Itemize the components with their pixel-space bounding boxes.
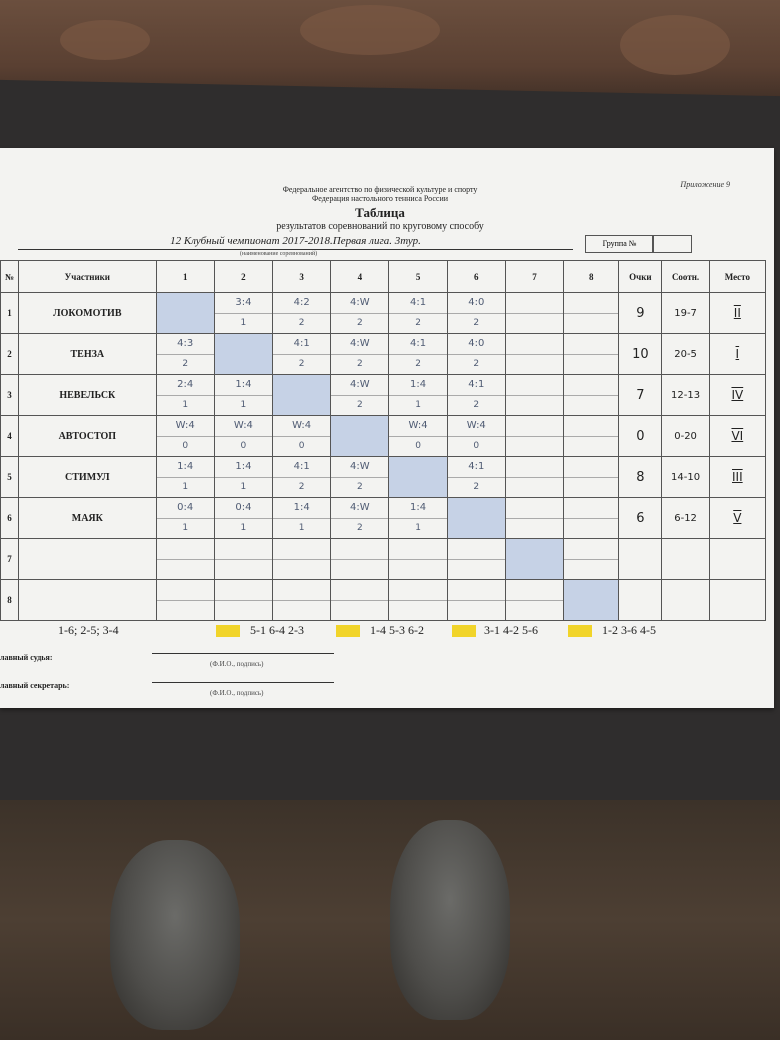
match-points — [215, 560, 272, 579]
team-points — [619, 580, 662, 621]
team-ratio: 14-10 — [662, 457, 709, 498]
judge-signature-line — [152, 653, 334, 654]
diagonal-cell — [447, 498, 505, 539]
match-points: 1 — [415, 523, 421, 533]
highlight-marker — [216, 625, 240, 637]
round-3: 1-4 5-3 6-2 — [370, 623, 424, 637]
match-cell — [214, 498, 272, 539]
row-number: 7 — [1, 539, 19, 580]
row-number: 5 — [1, 457, 19, 498]
place-value: V — [733, 510, 742, 525]
match-points: 0 — [182, 441, 189, 451]
row-number: 3 — [1, 375, 19, 416]
match-score: 4:0 — [448, 293, 505, 314]
match-score: 1:4 — [215, 375, 272, 396]
match-score: 4:1 — [273, 457, 330, 478]
match-cell — [447, 457, 505, 498]
table-row — [1, 457, 766, 498]
match-cell — [273, 416, 331, 457]
secretary-label: лавный секретарь: — [0, 681, 70, 690]
match-points — [215, 601, 272, 620]
match-cell — [505, 457, 563, 498]
secretary-signature-line — [152, 682, 334, 683]
results-sheet — [0, 148, 774, 708]
match-cell — [389, 375, 447, 416]
place-value: VI — [731, 428, 744, 443]
match-cell — [214, 539, 272, 580]
match-cell — [505, 293, 563, 334]
match-score — [157, 580, 214, 601]
match-points — [331, 560, 388, 579]
team-name: ТЕНЗА — [19, 334, 157, 375]
match-score: 4:W — [331, 375, 388, 396]
match-points — [506, 396, 563, 415]
match-cell — [564, 539, 619, 580]
match-score — [506, 457, 563, 478]
diagonal-cell — [505, 539, 563, 580]
team-points: 10 — [619, 334, 662, 375]
match-score — [389, 539, 446, 560]
match-cell — [505, 580, 563, 621]
match-score: W:4 — [448, 416, 505, 437]
match-points: 0 — [415, 441, 421, 451]
match-points: 2 — [356, 359, 363, 369]
match-points: 2 — [356, 482, 363, 492]
match-points — [564, 478, 618, 497]
diagonal-cell — [389, 457, 447, 498]
match-points — [157, 601, 214, 620]
row-number: 2 — [1, 334, 19, 375]
team-ratio: 12-13 — [662, 375, 709, 416]
match-score — [506, 334, 563, 355]
match-cell — [214, 580, 272, 621]
diagonal-cell — [156, 293, 214, 334]
match-points: 2 — [473, 318, 480, 328]
match-cell — [505, 416, 563, 457]
diagonal-cell — [331, 416, 389, 457]
match-points — [564, 437, 618, 456]
team-place — [709, 334, 765, 375]
match-points: 1 — [182, 482, 189, 492]
team-ratio: 20-5 — [662, 334, 709, 375]
team-name: ЛОКОМОТИВ — [19, 293, 157, 334]
sheet-subtitle: результатов соревнований по круговому способу — [276, 221, 484, 232]
secretary-note: (Ф.И.О., подпись) — [210, 689, 264, 697]
match-cell — [389, 539, 447, 580]
match-points: 2 — [298, 482, 305, 492]
match-points — [506, 519, 563, 538]
match-points — [506, 355, 563, 374]
col-ratio: Соотн. — [662, 261, 709, 293]
match-cell — [505, 375, 563, 416]
table-row — [1, 539, 766, 580]
match-cell — [331, 375, 389, 416]
match-score: 3:4 — [215, 293, 272, 314]
table-row — [1, 498, 766, 539]
match-cell — [273, 334, 331, 375]
row-number: 1 — [1, 293, 19, 334]
table-row — [1, 375, 766, 416]
match-cell — [564, 293, 619, 334]
match-score: 4:2 — [273, 293, 330, 314]
team-name — [19, 539, 157, 580]
match-score: 4:W — [331, 457, 388, 478]
match-points — [273, 601, 330, 620]
match-cell — [389, 334, 447, 375]
team-points: 7 — [619, 375, 662, 416]
match-points — [564, 355, 618, 374]
match-points — [157, 560, 214, 579]
match-cell — [505, 498, 563, 539]
federation-line: Федерация настольного тенниса России — [311, 194, 449, 203]
match-cell — [156, 416, 214, 457]
match-score: 4:W — [331, 293, 388, 314]
match-score — [331, 539, 388, 560]
match-points — [564, 314, 618, 333]
match-points: 2 — [182, 359, 189, 369]
diagonal-cell — [564, 580, 619, 621]
match-points — [506, 314, 563, 333]
team-name: СТИМУЛ — [19, 457, 157, 498]
team-place — [709, 375, 765, 416]
group-label: Группа № — [585, 235, 654, 253]
match-score — [564, 457, 618, 478]
sheet-title: Таблица — [355, 205, 405, 220]
group-number-box — [652, 235, 692, 253]
match-score — [389, 580, 446, 601]
row-number: 4 — [1, 416, 19, 457]
highlight-marker — [336, 625, 360, 637]
match-score — [157, 539, 214, 560]
team-place — [709, 498, 765, 539]
match-points — [506, 478, 563, 497]
match-score: W:4 — [273, 416, 330, 437]
header-row — [1, 261, 766, 293]
match-cell — [156, 580, 214, 621]
match-points: 2 — [356, 318, 363, 328]
match-cell — [214, 293, 272, 334]
col-points: Очки — [619, 261, 662, 293]
match-cell — [156, 457, 214, 498]
match-cell — [273, 539, 331, 580]
match-score — [215, 539, 272, 560]
match-score: 4:0 — [448, 334, 505, 355]
place-value: II — [733, 305, 741, 320]
match-score: 4:1 — [448, 457, 505, 478]
col-3: 3 — [273, 261, 331, 293]
match-score: 4:1 — [273, 334, 330, 355]
match-score: 4:1 — [448, 375, 505, 396]
match-score — [331, 580, 388, 601]
match-points: 2 — [356, 400, 363, 410]
match-points — [389, 560, 446, 579]
match-points: 0 — [473, 441, 480, 451]
competition-name: 12 Клубный чемпионат 2017-2018.Первая лига. 3тур. — [18, 235, 573, 250]
team-ratio: 6-12 — [662, 498, 709, 539]
round-4: 3-1 4-2 5-6 — [484, 623, 538, 637]
row-number: 8 — [1, 580, 19, 621]
round-1: 1-6; 2-5; 3-4 — [58, 623, 119, 637]
match-score — [273, 539, 330, 560]
match-cell — [331, 457, 389, 498]
team-place — [709, 416, 765, 457]
team-place — [709, 457, 765, 498]
match-cell — [156, 334, 214, 375]
table-row — [1, 416, 766, 457]
match-score — [564, 498, 618, 519]
agency-line: Федеральное агентство по физической культуре и спорту — [282, 185, 478, 194]
match-score — [448, 580, 505, 601]
match-points: 1 — [240, 400, 247, 410]
col-5: 5 — [389, 261, 447, 293]
match-points: 1 — [240, 482, 247, 492]
col-6: 6 — [447, 261, 505, 293]
match-cell — [447, 293, 505, 334]
match-score — [564, 334, 618, 355]
match-score — [564, 539, 618, 560]
team-place — [709, 580, 765, 621]
match-cell — [156, 539, 214, 580]
match-score: 1:4 — [157, 457, 214, 478]
match-cell — [331, 498, 389, 539]
match-cell — [331, 580, 389, 621]
diagonal-cell — [214, 334, 272, 375]
match-cell — [447, 580, 505, 621]
team-points: 0 — [619, 416, 662, 457]
table-row — [1, 293, 766, 334]
match-score — [506, 375, 563, 396]
match-cell — [564, 416, 619, 457]
col-2: 2 — [214, 261, 272, 293]
match-cell — [156, 375, 214, 416]
match-cell — [447, 416, 505, 457]
team-ratio: 19-7 — [662, 293, 709, 334]
col-1: 1 — [156, 261, 214, 293]
match-points: 1 — [240, 318, 247, 328]
match-cell — [273, 498, 331, 539]
match-cell — [331, 293, 389, 334]
match-cell — [564, 334, 619, 375]
match-score — [506, 416, 563, 437]
match-cell — [214, 375, 272, 416]
match-cell — [564, 375, 619, 416]
match-score: W:4 — [215, 416, 272, 437]
match-score: W:4 — [157, 416, 214, 437]
match-score — [564, 416, 618, 437]
match-score: 1:4 — [273, 498, 330, 519]
match-points — [389, 601, 446, 620]
match-cell — [331, 539, 389, 580]
match-cell — [447, 539, 505, 580]
place-value: IV — [731, 387, 744, 402]
match-cell — [273, 293, 331, 334]
match-score: 1:4 — [389, 375, 446, 396]
match-cell — [331, 334, 389, 375]
match-points — [506, 601, 563, 620]
match-cell — [214, 416, 272, 457]
match-score: 4:1 — [389, 334, 446, 355]
match-cell — [564, 457, 619, 498]
match-points — [564, 519, 618, 538]
team-place — [709, 293, 765, 334]
col-no: № — [1, 261, 19, 293]
team-ratio — [662, 580, 709, 621]
match-cell — [389, 498, 447, 539]
floor — [0, 800, 780, 1040]
match-score: 0:4 — [215, 498, 272, 519]
match-score: W:4 — [389, 416, 446, 437]
match-points — [506, 437, 563, 456]
place-value: I — [735, 346, 740, 361]
judge-label: лавный судья: — [0, 653, 53, 662]
match-points: 1 — [182, 523, 189, 533]
match-score — [564, 293, 618, 314]
match-cell — [389, 580, 447, 621]
match-cell — [447, 334, 505, 375]
diagonal-cell — [273, 375, 331, 416]
match-points: 2 — [473, 400, 480, 410]
match-score — [564, 375, 618, 396]
match-score: 1:4 — [389, 498, 446, 519]
col-4: 4 — [331, 261, 389, 293]
team-points — [619, 539, 662, 580]
match-score: 1:4 — [215, 457, 272, 478]
round-schedule — [0, 620, 774, 640]
match-cell — [389, 293, 447, 334]
match-score: 4:1 — [389, 293, 446, 314]
match-cell — [447, 375, 505, 416]
table-row — [1, 334, 766, 375]
match-points: 2 — [356, 523, 363, 533]
round-2: 5-1 6-4 2-3 — [250, 623, 304, 637]
match-points: 2 — [298, 318, 305, 328]
match-cell — [389, 416, 447, 457]
team-ratio: 0-20 — [662, 416, 709, 457]
col-7: 7 — [505, 261, 563, 293]
match-score: 2:4 — [157, 375, 214, 396]
match-cell — [564, 498, 619, 539]
match-cell — [505, 334, 563, 375]
match-points — [448, 560, 505, 579]
match-points: 1 — [240, 523, 247, 533]
highlight-marker — [568, 625, 592, 637]
match-cell — [214, 457, 272, 498]
match-points: 0 — [298, 441, 305, 451]
highlight-marker — [452, 625, 476, 637]
row-number: 6 — [1, 498, 19, 539]
col-8: 8 — [564, 261, 619, 293]
match-points: 2 — [473, 359, 480, 369]
match-points: 1 — [415, 400, 421, 410]
match-points — [448, 601, 505, 620]
match-score — [506, 498, 563, 519]
team-ratio — [662, 539, 709, 580]
team-points: 8 — [619, 457, 662, 498]
judge-note: (Ф.И.О., подпись) — [210, 660, 264, 668]
appendix-label: Приложение 9 — [680, 180, 730, 189]
col-place: Место — [709, 261, 765, 293]
match-score — [448, 539, 505, 560]
match-score — [215, 580, 272, 601]
competition-note: (наименование соревнований) — [240, 251, 318, 257]
team-name: НЕВЕЛЬСК — [19, 375, 157, 416]
match-score: 4:W — [331, 334, 388, 355]
match-points: 2 — [415, 359, 421, 369]
match-points — [331, 601, 388, 620]
round-5: 1-2 3-6 4-5 — [602, 623, 656, 637]
place-value: III — [732, 469, 743, 484]
match-score — [506, 293, 563, 314]
team-place — [709, 539, 765, 580]
match-cell — [273, 457, 331, 498]
match-points — [273, 560, 330, 579]
match-points: 0 — [240, 441, 247, 451]
match-points: 1 — [182, 400, 189, 410]
match-score: 4:W — [331, 498, 388, 519]
team-name: МАЯК — [19, 498, 157, 539]
team-name — [19, 580, 157, 621]
match-points: 1 — [298, 523, 305, 533]
match-points: 2 — [415, 318, 421, 328]
col-participants: Участники — [19, 261, 157, 293]
team-points: 6 — [619, 498, 662, 539]
match-points: 2 — [473, 482, 480, 492]
team-points: 9 — [619, 293, 662, 334]
match-cell — [156, 498, 214, 539]
table-row — [1, 580, 766, 621]
match-cell — [273, 580, 331, 621]
results-table — [0, 260, 766, 621]
match-score — [273, 580, 330, 601]
match-points — [564, 396, 618, 415]
match-points: 2 — [298, 359, 305, 369]
match-score — [506, 580, 563, 601]
match-score: 4:3 — [157, 334, 214, 355]
team-name: АВТОСТОП — [19, 416, 157, 457]
match-points — [564, 560, 618, 579]
match-score: 0:4 — [157, 498, 214, 519]
